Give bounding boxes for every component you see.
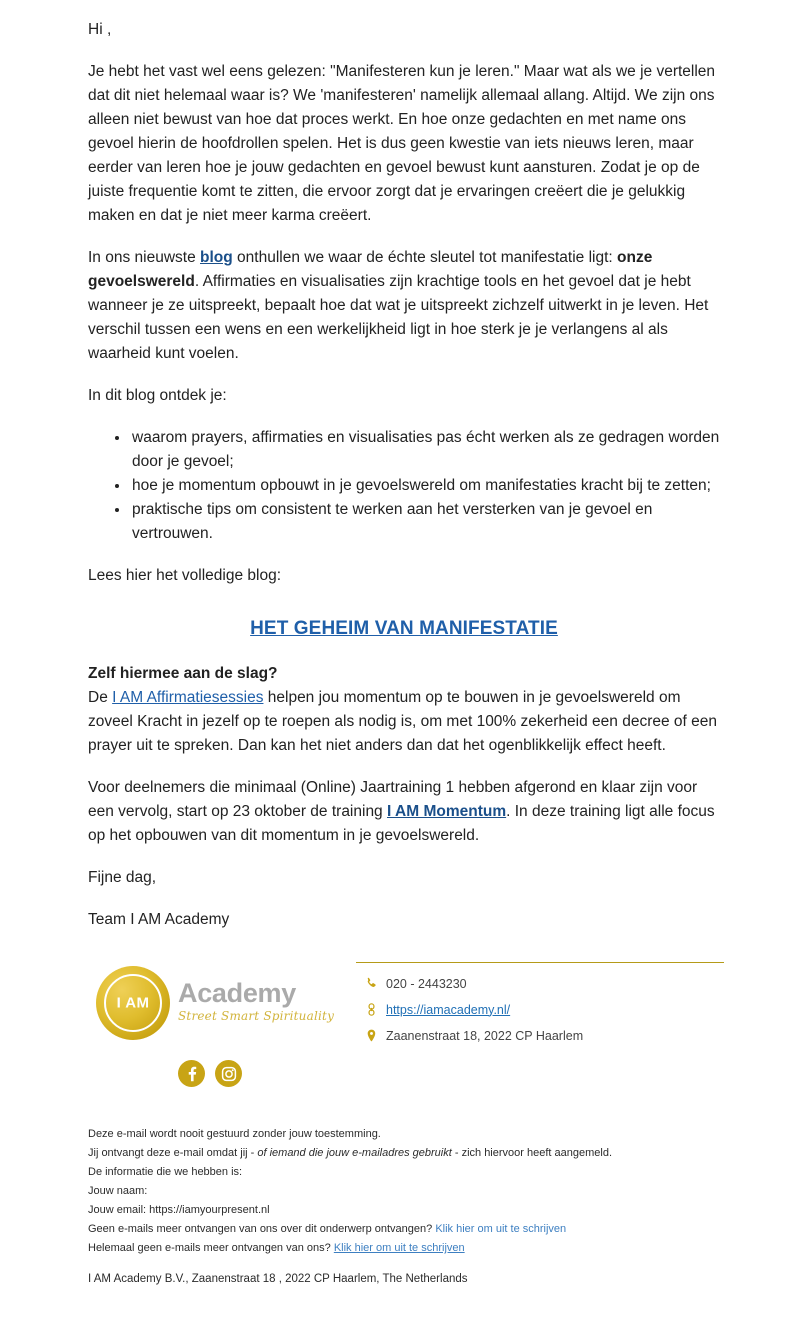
legal-line-info-header: De informatie die we hebben is:: [88, 1166, 243, 1178]
intro-paragraph: Je hebt het vast wel eens gelezen: "Manifesteren kun je leren." Maar wat als we je vertellen dat dit niet helemaal waar is? We 'manifesteren' namelijk allemaal allang. Altijd. We zijn ons alleen niet bewust van hoe dat proces werkt. En hoe onze gedachten en met name ons gevoel hierin de hoofdrollen spelen. Het is dus geen kwestie van iets nieuws leren, maar eerder van leren hoe je jouw gedachten en gevoel bewust kunt aansturen. Zodat je op de juiste frequentie komt te zitten, die ervoor zorgt dat je ervaringen creëert die je gelukkig maken en dat je niet meer karma creëert.: [88, 63, 716, 224]
momentum-paragraph: [88, 776, 720, 848]
legal-line-reason: [88, 1146, 720, 1161]
affirmatiesessies-link[interactable]: I AM Affirmatiesessies: [112, 689, 264, 706]
team-line: Team I AM Academy: [88, 911, 230, 928]
location-pin-icon: [356, 1029, 386, 1042]
link-icon: [356, 1003, 386, 1016]
greeting-line: Hi ,: [88, 21, 112, 38]
signature-contact-column: [356, 962, 724, 1053]
cta-heading-link[interactable]: HET GEHEIM VAN MANIFESTATIE: [250, 618, 558, 639]
blog-para-bold: onze gevoelswereld: [88, 249, 653, 290]
email-signature: [0, 962, 800, 1087]
contact-row-phone: [356, 975, 724, 992]
signature-brand-column: [96, 962, 346, 1087]
unsubscribe-topic-link[interactable]: Klik hier om uit te schrijven: [435, 1223, 567, 1235]
contact-phone-value: 020 - 2443230: [386, 976, 467, 991]
list-intro: In dit blog ontdek je:: [88, 387, 227, 404]
momentum-para-after: . In deze training ligt alle focus op het opbouwen van dit momentum in je gevoelswereld.: [88, 803, 715, 844]
list-item: • waarom prayers, affirmaties en visualisaties pas écht werken als ze gedragen worden door je gevoel;: [130, 426, 720, 474]
blog-para-after: onthullen we waar de échte sleutel tot manifestatie ligt:: [232, 249, 618, 266]
legal-line-email: Jouw email: https://iamyourpresent.nl: [88, 1204, 270, 1216]
badge-label: I AM: [116, 994, 150, 1012]
legal-line-unsub-all: [88, 1241, 720, 1256]
cta-heading-container: [88, 606, 720, 640]
blog-link[interactable]: blog: [200, 249, 233, 266]
unsub-topic-text: Geen e-mails meer ontvangen van ons over dit onderwerp ontvangen?: [88, 1223, 436, 1235]
contact-row-address: [356, 1027, 724, 1044]
cta-para-before: De: [88, 689, 113, 706]
wordmark-tagline: Street Smart Spirituality: [178, 1009, 335, 1023]
instagram-icon[interactable]: [215, 1060, 242, 1087]
unsubscribe-all-link[interactable]: Klik hier om uit te schrijven: [333, 1242, 465, 1254]
list-item: • praktische tips om consistent te werken aan het versterken van je gevoel en vertrouwen.: [130, 498, 720, 546]
blog-para-tail: . Affirmaties en visualisaties zijn krachtige tools en het gevoel dat je hebt wanneer je ze uitspreekt, bepaalt hoe dat wat je uitspreekt zichzelf uitwerkt in je leven. Het verschil tussen een wens en een werkelijkheid ligt in hoe sterk je je verlangens al als waarheid kunt voelen.: [88, 273, 709, 362]
contact-website-link[interactable]: https://iamacademy.nl/: [386, 1002, 511, 1017]
momentum-para-before: Voor deelnemers die minimaal (Online) Jaartraining 1 hebben afgerond en klaar zijn voor een vervolg, start op 23 oktober de training: [88, 779, 698, 820]
company-address-line: I AM Academy B.V., Zaanenstraat 18 , 2022 CP Haarlem, The Netherlands: [88, 1273, 468, 1285]
signoff-line: Fijne dag,: [88, 869, 157, 886]
cta-title-text: Zelf hiermee aan de slag?: [88, 665, 278, 682]
legal-reason-italic: of iemand die jouw e-mailadres gebruikt: [257, 1147, 452, 1159]
wordmark-academy: Academy: [178, 978, 296, 1008]
unsub-all-text: Helemaal geen e-mails meer ontvangen van ons?: [88, 1242, 334, 1254]
phone-icon: [356, 977, 386, 990]
cta-section-title: [88, 662, 720, 686]
social-links: [96, 1060, 346, 1087]
contact-row-website: [356, 1001, 724, 1018]
blog-para-before: In ons nieuwste: [88, 249, 201, 266]
benefits-list: [88, 426, 720, 546]
i-am-badge-icon: [96, 966, 170, 1040]
legal-line-unsub-topic: [88, 1222, 720, 1237]
contact-address-value: Zaanenstraat 18, 2022 CP Haarlem: [386, 1028, 584, 1043]
legal-footer: [0, 1127, 800, 1287]
logo-lockup: [96, 966, 346, 1040]
brand-wordmark: [178, 980, 334, 1026]
list-item: • hoe je momentum opbouwt in je gevoelswereld om manifestaties kracht bij te zetten;: [130, 474, 720, 498]
legal-reason-before: Jij ontvangt deze e-mail omdat jij -: [88, 1147, 258, 1159]
cta-para-after: helpen jou momentum op te bouwen in je gevoelswereld om zoveel Kracht in jezelf op te roepen als nodig is, om met 100% zekerheid een decree of een prayer uit te spreken. Dan kan het niet anders dan dat het ogenblikkelijk effect heeft.: [88, 689, 717, 754]
blog-paragraph: [88, 246, 720, 366]
cta-paragraph: [88, 686, 720, 758]
momentum-link[interactable]: I AM Momentum: [387, 803, 507, 820]
legal-line-consent: Deze e-mail wordt nooit gestuurd zonder jouw toestemming.: [88, 1128, 381, 1140]
facebook-icon[interactable]: [178, 1060, 205, 1087]
legal-line-name: Jouw naam:: [88, 1185, 148, 1197]
read-more-intro: Lees hier het volledige blog:: [88, 567, 282, 584]
legal-reason-after: - zich hiervoor heeft aangemeld.: [451, 1147, 612, 1159]
